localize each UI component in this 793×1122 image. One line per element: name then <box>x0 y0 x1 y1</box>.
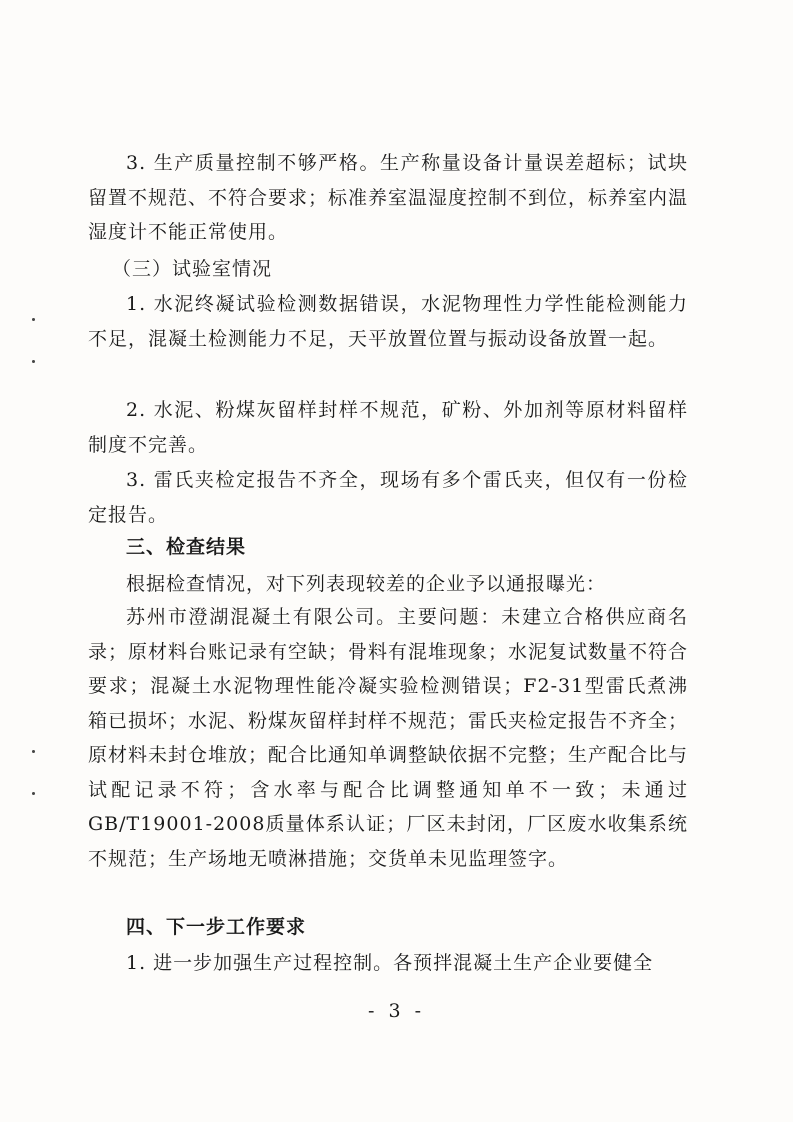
page-number: - 3 - <box>367 1000 425 1022</box>
paragraph-cement-testing: 1. 水泥终凝试验检测数据错误，水泥物理性力学性能检测能力不足，混凝土检测能力不足，天平放置位置与振动设备放置一起。 <box>88 293 688 350</box>
paragraph-notice-intro: 根据检查情况，对下列表现较差的企业予以通报曝光： <box>126 573 607 595</box>
heading-next-steps: 四、下一步工作要求 <box>126 916 307 938</box>
binding-hole-mark <box>32 792 35 795</box>
paragraph-sample-sealing: 2. 水泥、粉煤灰留样封样不规范，矿粉、外加剂等原材料留样制度不完善。 <box>88 399 688 456</box>
binding-hole-mark <box>32 360 35 363</box>
binding-hole-mark <box>32 750 35 753</box>
paragraph-company-issues: 苏州市澄湖混凝土有限公司。主要问题：未建立合格供应商名录；原材料台账记录有空缺；骨料有混堆现象；水泥复试数量不符合要求；混凝土水泥物理性能冷凝实验检测错误；F2-31型雷氏煮沸箱已损坏；水泥、粉煤灰留样封样不规范；雷氏夹检定报告不齐全；原材料未封仓堆放；配合比通知单调整缺依据不完整；生产配合比与试配记录不符；含水率与配合比调整通知单不一致；未通过GB/T19001-2008质量体系认证；厂区未封闭，厂区废水收集系统不规范；生产场地无喷淋措施；交货单未见监理签字。 <box>88 606 689 870</box>
paragraph-production-quality: 3. 生产质量控制不够严格。生产称量设备计量误差超标；试块留置不规范、不符合要求；标准养室温湿度控制不到位，标养室内温湿度计不能正常使用。 <box>88 152 689 243</box>
binding-hole-mark <box>32 318 35 321</box>
paragraph-calibration-report: 3. 雷氏夹检定报告不齐全，现场有多个雷氏夹，但仅有一份检定报告。 <box>88 469 688 526</box>
paragraph-process-control: 1. 进一步加强生产过程控制。各预拌混凝土生产企业要健全 <box>126 952 654 974</box>
heading-inspection-results: 三、检查结果 <box>126 536 247 558</box>
subheading-lab-status: （三）试验室情况 <box>112 258 273 280</box>
